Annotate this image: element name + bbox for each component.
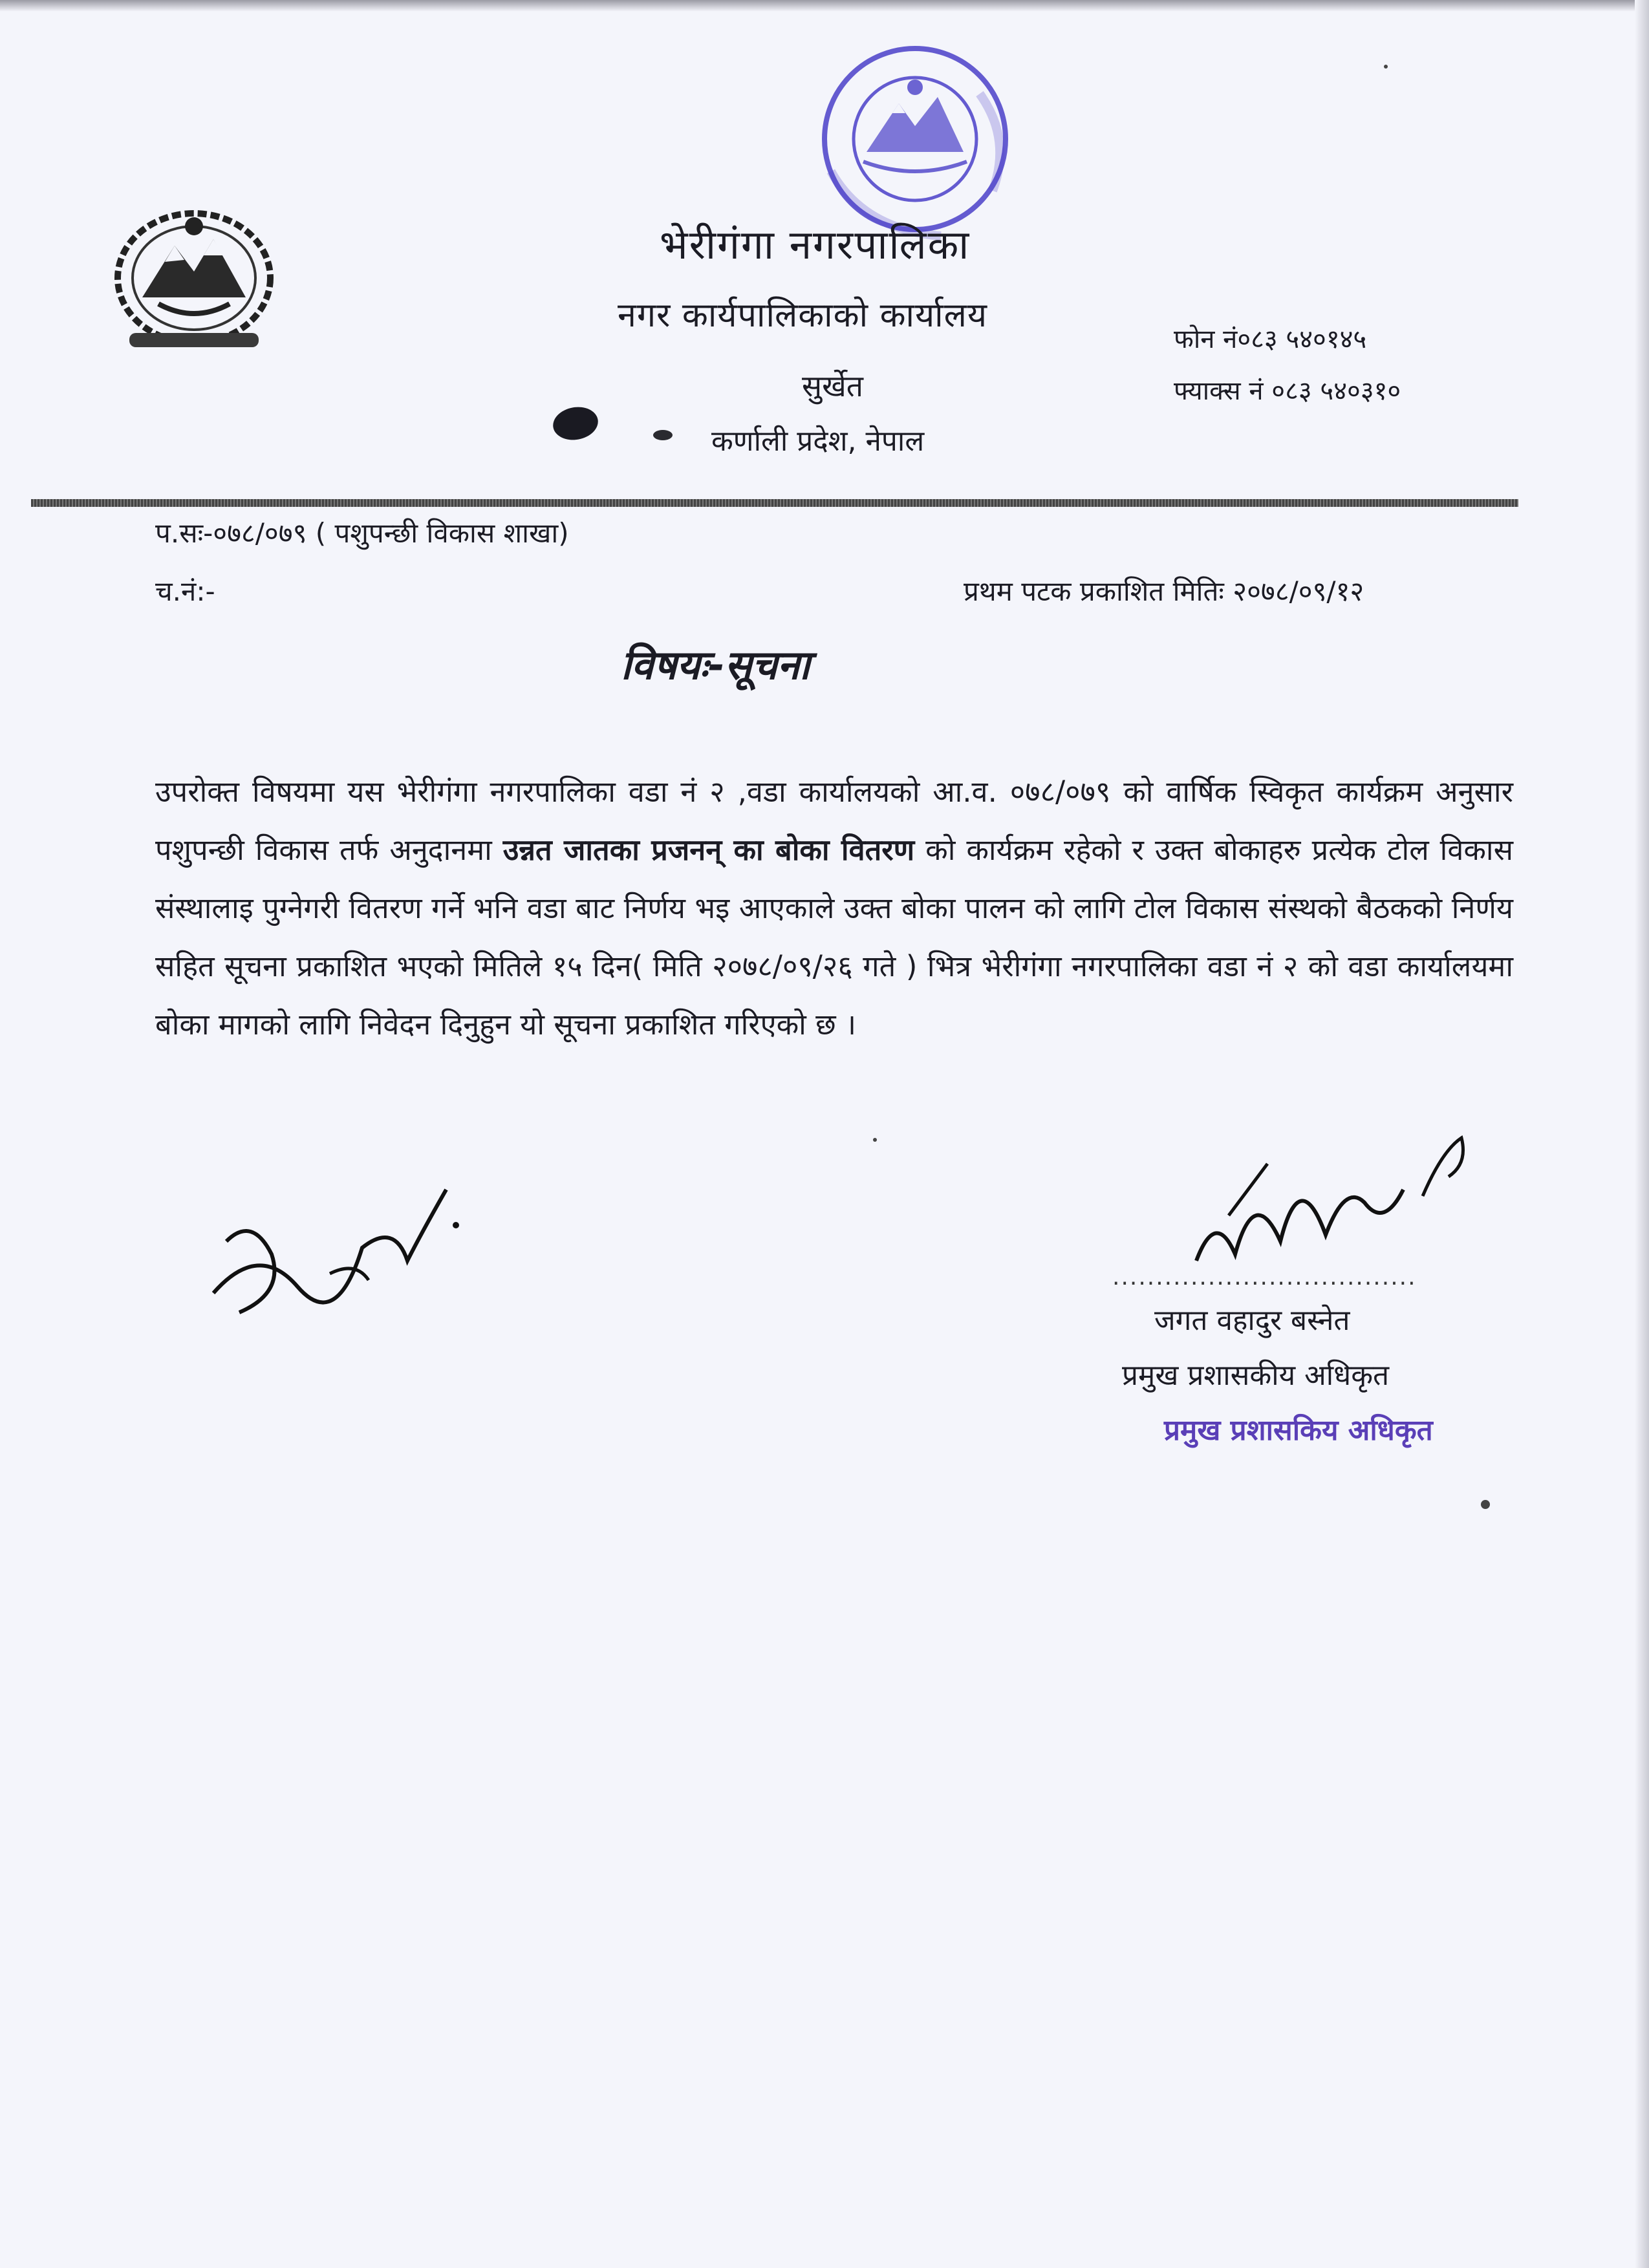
phone-number: फोन नं०८३ ५४०१४५	[1174, 325, 1367, 354]
signer-title: प्रमुख प्रशासकीय अधिकृत	[1122, 1359, 1390, 1392]
scan-edge-top	[0, 0, 1649, 12]
scan-speck	[873, 1138, 877, 1142]
right-signature-icon	[1190, 1125, 1474, 1274]
body-bold-phrase: उन्नत जातका प्रजनन् का बोका वितरण	[502, 833, 915, 867]
nepal-emblem-icon	[103, 200, 285, 362]
org-district: सुर्खेत	[802, 369, 863, 403]
notice-body	[155, 763, 1513, 1054]
org-office: नगर कार्यपालिकाको कार्यालय	[618, 296, 988, 335]
fax-number: फ्याक्स नं ०८३ ५४०३१०	[1174, 376, 1401, 406]
org-province: कर्णाली प्रदेश, नेपाल	[711, 425, 925, 458]
ink-dot	[653, 430, 673, 440]
scan-edge-right	[1635, 0, 1649, 2268]
header-divider	[31, 499, 1518, 507]
scan-speck	[1384, 65, 1388, 69]
stamp-title: प्रमुख प्रशासकिय अधिकृत	[1164, 1414, 1433, 1447]
letter-reference-number: प.सः-०७८/०७९ ( पशुपन्छी विकास शाखा)	[155, 517, 569, 549]
subject-heading: विषयः-सूचना	[621, 641, 810, 689]
signature-line: ...................................	[1112, 1264, 1417, 1290]
dispatch-number: च.नं:-	[155, 575, 215, 607]
body-part-1: उपरोक्त विषयमा यस भेरीगंगा नगरपालिका वडा नं २ ,वडा कार्यालयको आ.व. ०७८/०७९ को वार्षिक स्विकृत कार्यक्रम अनुसार पशुपन्छी विकास तर्फ अनुदानमा	[155, 775, 1513, 867]
ink-blot	[550, 403, 601, 443]
org-name: भेरीगंगा नगरपालिका	[660, 221, 971, 268]
scan-speck	[1481, 1500, 1490, 1509]
signer-name: जगत वहादुर बस्नेत	[1154, 1304, 1350, 1337]
published-date: प्रथम पटक प्रकाशित मितिः २०७८/०९/१२	[964, 575, 1364, 607]
body-part-2: को कार्यक्रम रहेको र उक्त बोकाहरु प्रत्येक टोल विकास संस्थालाइ पुग्नेगरी वितरण गर्ने भनि वडा बाट निर्णय भइ आएकाले उक्त बोका पालन को लागि टोल विकास संस्थको बैठकको निर्णय सहित सूचना प्रकाशित भएको मितिले १५ दिन( मिति २०७८/०९/२६ गते ) भित्र भेरीगंगा नगरपालिका वडा नं २ को वडा कार्यालयमा बोका मागको लागि निवेदन दिनुहुन यो सूचना प्रकाशित गरिएको छ ।	[155, 833, 1513, 1042]
left-signature-icon	[200, 1164, 472, 1332]
